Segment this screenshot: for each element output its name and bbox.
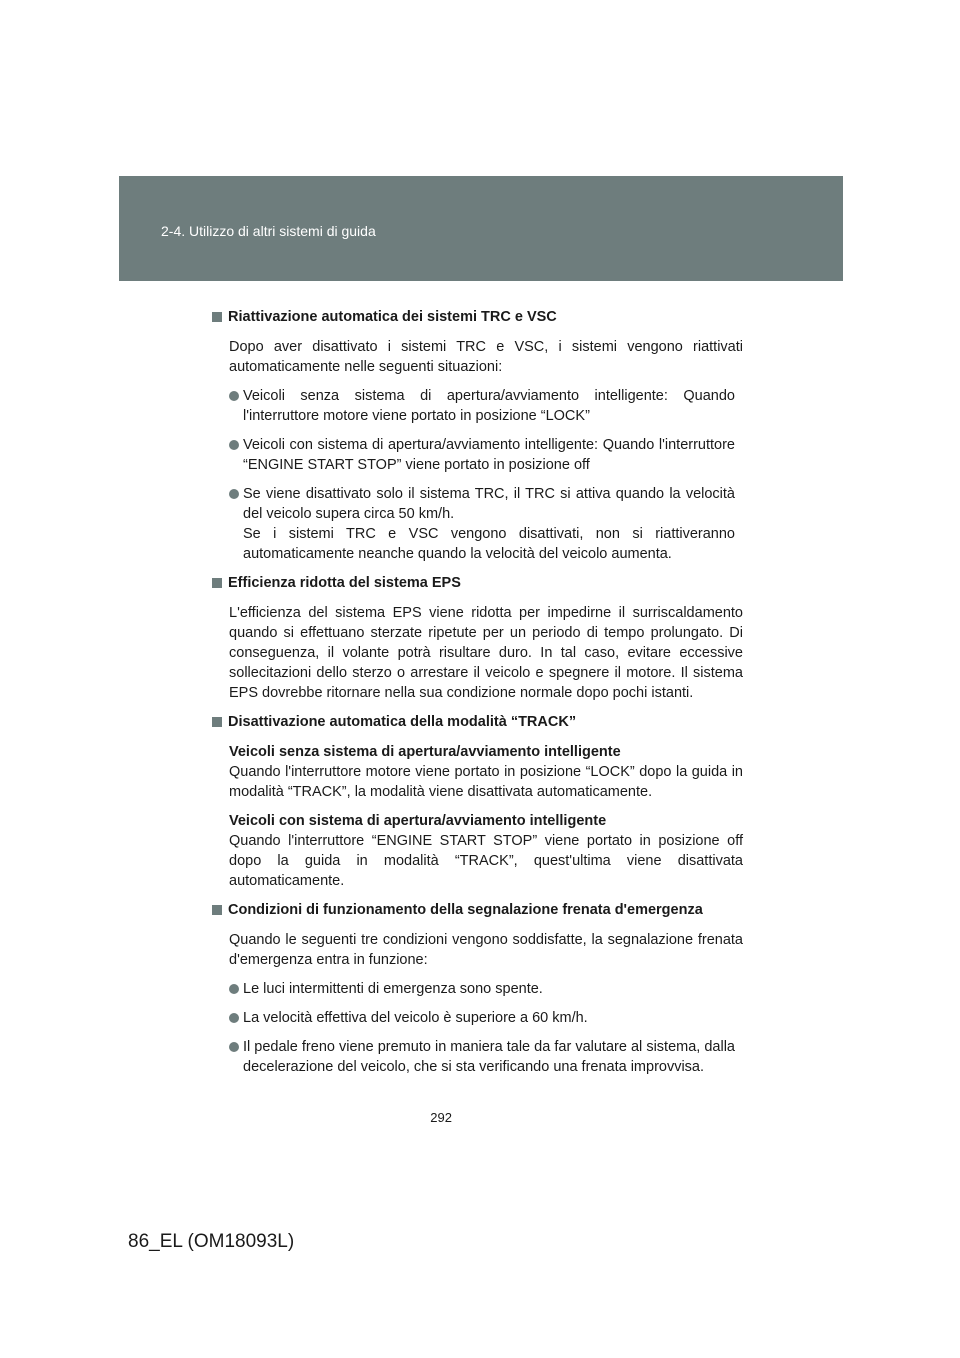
- paragraph: L'efficienza del sistema EPS viene ridotta per impedirne il surriscaldamento quando si effettuano sterzate ripetute per un periodo di tempo prolungato. Di conseguenza, il volante potrà risultare duro. In tal caso, evitare eccessive sollecitazioni dello sterzo o arrestare il veicolo e spegnere il motore. Il sistema EPS dovrebbe ritornare nella sua condizione normale dopo pochi istanti.: [229, 605, 743, 701]
- section-heading: Efficienza ridotta del sistema EPS: [212, 573, 743, 593]
- list-item: Veicoli senza sistema di apertura/avviamento intelligente: Quando l'interruttore motore viene portato in posizione “LOCK”: [243, 386, 735, 426]
- subsection: [229, 742, 743, 802]
- round-bullet-icon: [229, 1013, 239, 1023]
- round-bullet-icon: [229, 1042, 239, 1052]
- list-item: La velocità effettiva del veicolo è superiore a 60 km/h.: [243, 1008, 735, 1028]
- list-item: Le luci intermittenti di emergenza sono spente.: [243, 979, 735, 999]
- square-bullet-icon: [212, 312, 222, 322]
- list-item: Il pedale freno viene premuto in maniera tale da far valutare al sistema, dalla decelerazione del veicolo, che si sta verificando una frenata improvvisa.: [243, 1037, 735, 1077]
- round-bullet-icon: [229, 489, 239, 499]
- square-bullet-icon: [212, 578, 222, 588]
- list-item-note: Se i sistemi TRC e VSC vengono disattivati, non si riattiveranno automaticamente neanche quando la velocità del veicolo aumenta.: [243, 526, 735, 562]
- section-heading: Disattivazione automatica della modalità “TRACK”: [212, 712, 743, 732]
- square-bullet-icon: [212, 717, 222, 727]
- round-bullet-icon: [229, 984, 239, 994]
- section-title: 2-4. Utilizzo di altri sistemi di guida: [161, 223, 376, 239]
- document-code: 86_EL (OM18093L): [128, 1231, 295, 1252]
- page-content: [212, 307, 743, 1086]
- section-heading: Riattivazione automatica dei sistemi TRC e VSC: [212, 307, 743, 327]
- subsection-title: Veicoli senza sistema di apertura/avviamento intelligente: [229, 744, 621, 760]
- round-bullet-icon: [229, 391, 239, 401]
- list-item: Veicoli con sistema di apertura/avviamento intelligente: Quando l'interruttore “ENGINE START STOP” viene portato in posizione off: [243, 435, 735, 475]
- list-item: Se viene disattivato solo il sistema TRC, il TRC si attiva quando la velocità del veicolo supera circa 50 km/h. Se i sistemi TRC e VSC vengono disattivati, non si riattiveranno automaticamente neanche quando la velocità del veicolo aumenta.: [243, 484, 735, 564]
- subsection-text: Quando l'interruttore motore viene portato in posizione “LOCK” dopo la guida in modalità “TRACK”, la modalità viene disattivata automaticamente.: [229, 764, 743, 800]
- subsection-title: Veicoli con sistema di apertura/avviamento intelligente: [229, 813, 607, 829]
- paragraph: Quando le seguenti tre condizioni vengono soddisfatte, la segnalazione frenata d'emergenza entra in funzione:: [229, 932, 743, 968]
- subsection: [229, 811, 743, 891]
- page-number: 292: [430, 1110, 452, 1125]
- section-heading: Condizioni di funzionamento della segnalazione frenata d'emergenza: [212, 900, 743, 920]
- round-bullet-icon: [229, 440, 239, 450]
- subsection-text: Quando l'interruttore “ENGINE START STOP” viene portato in posizione off dopo la guida in modalità “TRACK”, quest'ultima viene disattivata automaticamente.: [229, 833, 743, 889]
- paragraph: Dopo aver disattivato i sistemi TRC e VSC, i sistemi vengono riattivati automaticamente nelle seguenti situazioni:: [229, 339, 743, 375]
- square-bullet-icon: [212, 905, 222, 915]
